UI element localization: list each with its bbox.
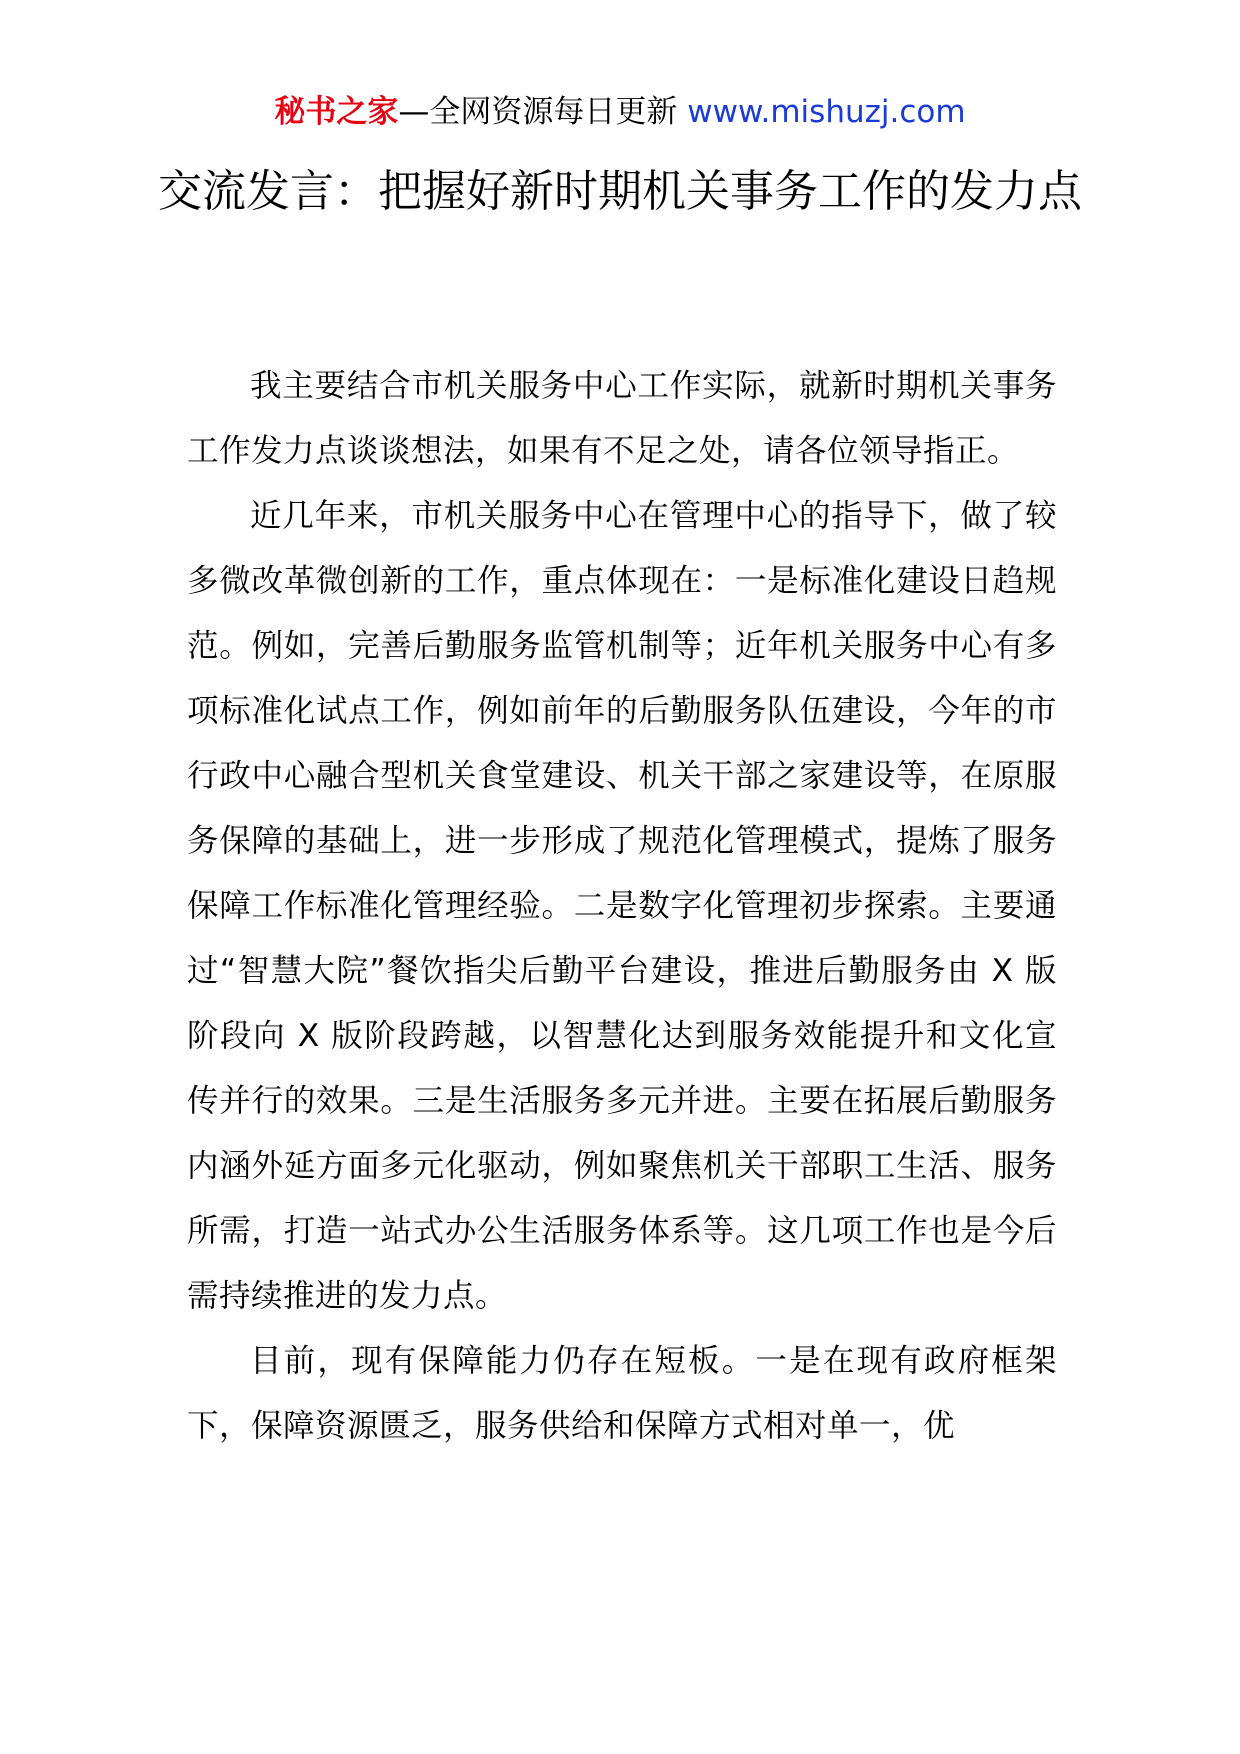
paragraph-achievements: 近几年来，市机关服务中心在管理中心的指导下，做了较多微改革微创新的工作，重点体现在：一是标准化建设日趋规范。例如，完善后勤服务监管机制等；近年机关服务中心有多项标准化试点工作，例如前年的后勤服务队伍建设，今年的市行政中心融合型机关食堂建设、机关干部之家建设等，在原服务保障的基础上，进一步形成了规范化管理模式，提炼了服务保障工作标准化管理经验。二是数字化管理初步探索。主要通过“智慧大院”餐饮指尖后勤平台建设，推进后勤服务由 X 版阶段向 X 版阶段跨越，以智慧化达到服务效能提升和文化宣传并行的效果。三是生活服务多元并进。主要在拓展后勤服务内涵外延方面多元化驱动，例如聚焦机关干部职工生活、服务所需，打造一站式办公生活服务体系等。这几项工作也是今后需持续推进的发力点。 [187, 498, 1057, 1314]
document-body [187, 354, 1057, 1459]
paragraph-shortcomings: 目前，现有保障能力仍存在短板。一是在现有政府框架下，保障资源匮乏，服务供给和保障方式相对单一，优 [187, 1343, 1057, 1444]
site-brand: 秘书之家 [274, 94, 399, 130]
site-url-link[interactable]: www.mishuzj.com [687, 94, 966, 130]
site-tagline: —全网资源每日更新 [398, 94, 688, 130]
document-title: 交流发言：把握好新时期机关事务工作的发力点 [158, 166, 1082, 217]
site-banner [0, 92, 1240, 132]
paragraph-intro: 我主要结合市机关服务中心工作实际，就新时期机关事务工作发力点谈谈想法，如果有不足之处，请各位领导指正。 [187, 368, 1057, 469]
